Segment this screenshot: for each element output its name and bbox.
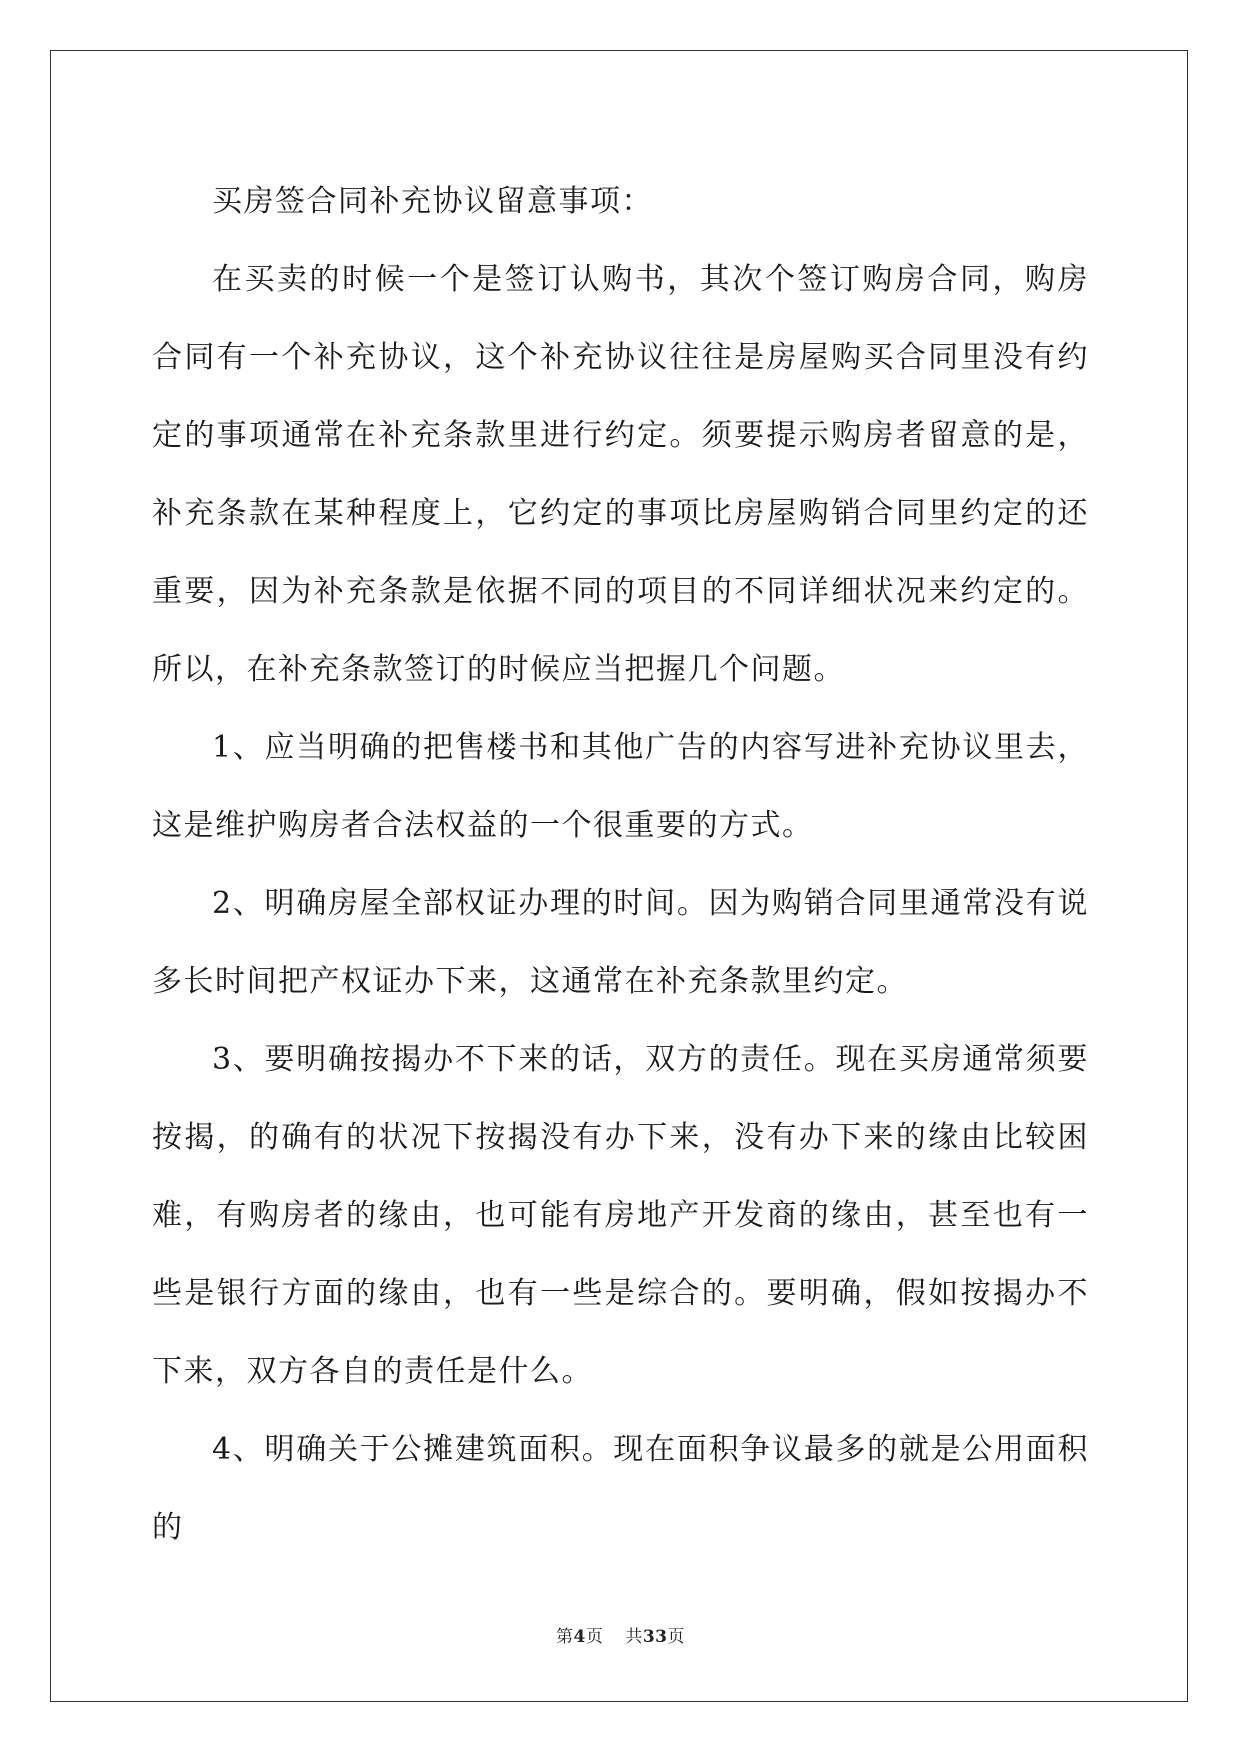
document-body xyxy=(152,163,1089,1567)
footer-total-prefix: 共 xyxy=(625,1627,643,1647)
footer-total-suffix: 页 xyxy=(667,1627,685,1647)
paragraph-intro: 在买卖的时候一个是签订认购书，其次个签订购房合同，购房合同有一个补充协议，这个补充协议往往是房屋购买合同里没有约定的事项通常在补充条款里进行约定。须要提示购房者留意的是，补充条款在某种程度上，它约定的事项比房屋购销合同里约定的还重要，因为补充条款是依据不同的项目的不同详细状况来约定的。所以，在补充条款签订的时候应当把握几个问题。 xyxy=(152,262,1089,687)
footer-total-pages: 33 xyxy=(642,1627,668,1647)
paragraph-item-4: 4、明确关于公摊建筑面积。现在面积争议最多的就是公用面积的 xyxy=(152,1432,1089,1545)
footer-page-number: 4 xyxy=(573,1627,586,1647)
paragraph-item-1: 1、应当明确的把售楼书和其他广告的内容写进补充协议里去，这是维护购房者合法权益的一个很重要的方式。 xyxy=(152,730,1089,843)
footer-prefix: 第 xyxy=(555,1627,574,1647)
paragraph-item-3: 3、要明确按揭办不下来的话，双方的责任。现在买房通常须要按揭，的确有的状况下按揭没有办下来，没有办下来的缘由比较困难，有购房者的缘由，也可能有房地产开发商的缘由，甚至也有一些是银行方面的缘由，也有一些是综合的。要明确，假如按揭办不下来，双方各自的责任是什么。 xyxy=(152,1042,1089,1389)
paragraph-item-2: 2、明确房屋全部权证办理的时间。因为购销合同里通常没有说多长时间把产权证办下来，这通常在补充条款里约定。 xyxy=(152,886,1089,999)
page-footer xyxy=(0,1622,1241,1647)
paragraph-heading: 买房签合同补充协议留意事项： xyxy=(212,184,653,219)
footer-page-suffix: 页 xyxy=(585,1627,604,1647)
